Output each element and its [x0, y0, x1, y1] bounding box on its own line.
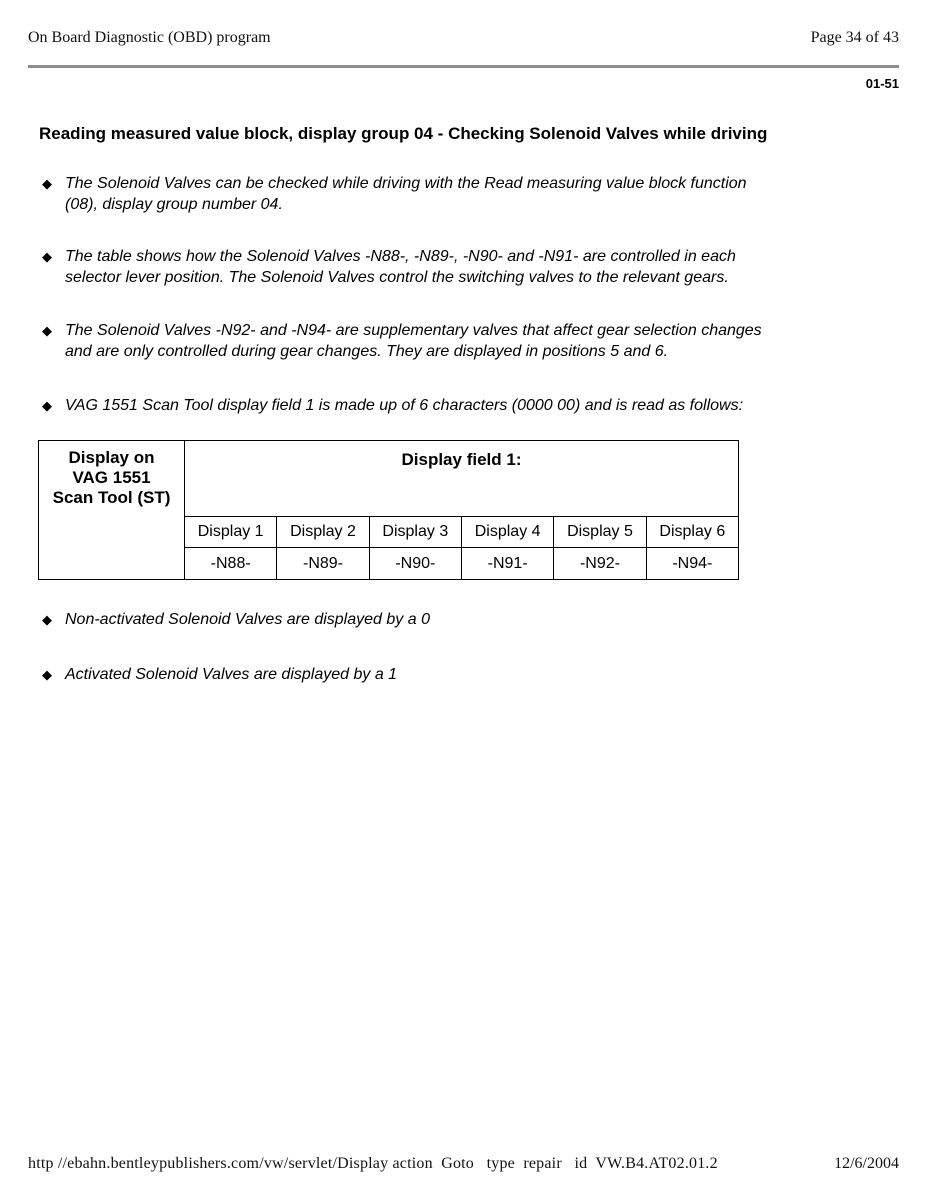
header-divider [28, 65, 899, 68]
bullet-item [42, 395, 862, 416]
table-cell: -N88- [185, 548, 277, 580]
table-cell: -N89- [277, 548, 369, 580]
bullet-item [42, 664, 862, 685]
display-field-table [38, 440, 739, 580]
bullet-text: The table shows how the Solenoid Valves -N88-, -N89-, -N90- and -N91- are controlled in each selector lever position. The Solenoid Valves control the switching valves to the relevant gears. [65, 248, 736, 286]
diamond-bullet-icon: ◆ [42, 176, 52, 191]
bullet-item [42, 173, 862, 215]
bullet-text: The Solenoid Valves -N92- and -N94- are supplementary valves that affect gear selection changes and are only controlled during gear changes. They are displayed in positions 5 and 6. [65, 322, 762, 360]
bullet-item [42, 246, 862, 288]
diamond-bullet-icon: ◆ [42, 612, 52, 627]
diamond-bullet-icon: ◆ [42, 323, 52, 338]
column-header: Display 3 [369, 517, 461, 548]
footer-date: 12/6/2004 [834, 1155, 899, 1172]
section-title: Reading measured value block, display group 04 - Checking Solenoid Valves while driving [39, 124, 768, 143]
table-cell: -N92- [554, 548, 646, 580]
table-cell: -N90- [369, 548, 461, 580]
bullet-item [42, 609, 862, 630]
table-cell: -N94- [646, 548, 738, 580]
bullet-item [42, 320, 862, 362]
page-number: Page 34 of 43 [810, 29, 899, 46]
display-field-header: Display field 1: [185, 441, 739, 517]
diamond-bullet-icon: ◆ [42, 667, 52, 682]
column-header: Display 1 [185, 517, 277, 548]
bullet-text: The Solenoid Valves can be checked while driving with the Read measuring value block function (08), display group number 04. [65, 175, 747, 213]
bullet-text: Non-activated Solenoid Valves are displayed by a 0 [65, 611, 430, 628]
column-header: Display 6 [646, 517, 738, 548]
column-header: Display 5 [554, 517, 646, 548]
column-header: Display 2 [277, 517, 369, 548]
table-cell: -N91- [461, 548, 553, 580]
footer-url: http //ebahn.bentleypublishers.com/vw/servlet/Display action Goto type repair id VW.B4.AT02.01.2 [28, 1155, 718, 1172]
header-title: On Board Diagnostic (OBD) program [28, 29, 271, 46]
diamond-bullet-icon: ◆ [42, 249, 52, 264]
bullet-text: Activated Solenoid Valves are displayed by a 1 [65, 666, 398, 683]
bullet-text: VAG 1551 Scan Tool display field 1 is made up of 6 characters (0000 00) and is read as follows: [65, 397, 744, 414]
page-code: 01-51 [865, 76, 899, 91]
row-header-cell: Display on VAG 1551 Scan Tool (ST) [39, 441, 185, 580]
column-header: Display 4 [461, 517, 553, 548]
diamond-bullet-icon: ◆ [42, 398, 52, 413]
